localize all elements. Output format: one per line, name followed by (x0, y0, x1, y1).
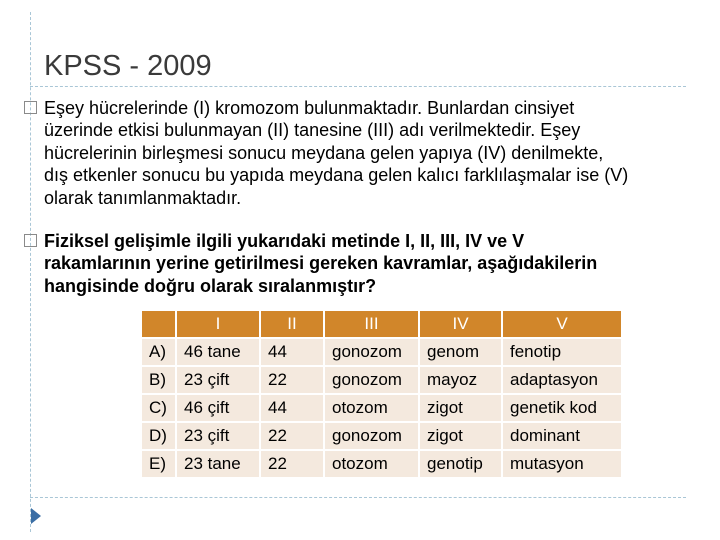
table-cell: 23 tane (177, 451, 259, 477)
table-cell: fenotip (503, 339, 621, 365)
option-letter: B) (142, 367, 175, 393)
paragraph-line: Eşey hücrelerinde (I) kromozom bulunmaktadır. Bunlardan cinsiyet (44, 98, 575, 118)
table-cell: zigot (420, 395, 501, 421)
header-cell: IV (420, 311, 501, 337)
table-cell: 22 (261, 423, 323, 449)
table-cell: zigot (420, 423, 501, 449)
table-cell: adaptasyon (503, 367, 621, 393)
header-cell: II (261, 311, 323, 337)
paragraph-line: olarak tanımlanmaktadır. (44, 187, 242, 208)
table-cell: gonozom (325, 423, 418, 449)
table-cell: 46 tane (177, 339, 259, 365)
option-letter: A) (142, 339, 175, 365)
paragraph-1 (44, 97, 704, 209)
slide-title: KPSS - 2009 (44, 50, 212, 82)
paragraph-line: Fiziksel gelişimle ilgili yukarıdaki metinde I, II, III, IV ve V (44, 231, 525, 251)
table-header-row (142, 311, 621, 337)
option-letter: E) (142, 451, 175, 477)
option-letter: C) (142, 395, 175, 421)
paragraph-line: rakamlarının yerine getirilmesi gereken kavramlar, aşağıdakilerin (44, 253, 598, 274)
title-divider (30, 86, 686, 87)
table-cell: otozom (325, 395, 418, 421)
slide-left-rule (30, 12, 31, 532)
table-cell: 22 (261, 367, 323, 393)
square-bullet-icon (24, 101, 37, 114)
table-cell: 23 çift (177, 367, 259, 393)
paragraph-line: üzerinde etkisi bulunmayan (II) tanesine (III) adı verilmektedir. Eşey (44, 120, 581, 141)
table-cell: gonozom (325, 367, 418, 393)
triangle-marker-icon (31, 508, 41, 524)
table-row (142, 339, 621, 365)
table-cell: genom (420, 339, 501, 365)
paragraph-line: dış etkenler sonucu bu yapıda meydana gelen kalıcı farklılaşmalar ise (V) (44, 165, 629, 186)
table-cell: 22 (261, 451, 323, 477)
paragraph-line: hangisinde doğru olarak sıralanmıştır? (44, 275, 377, 296)
table-cell: genetik kod (503, 395, 621, 421)
table-cell: dominant (503, 423, 621, 449)
table-row (142, 367, 621, 393)
table-cell: 44 (261, 339, 323, 365)
table-cell: mayoz (420, 367, 501, 393)
header-cell: I (177, 311, 259, 337)
table-cell: 46 çift (177, 395, 259, 421)
paragraph-2-question (44, 230, 704, 297)
table-row (142, 395, 621, 421)
answer-options-table (140, 309, 623, 479)
square-bullet-icon (24, 234, 37, 247)
header-cell: V (503, 311, 621, 337)
footer-divider (30, 497, 686, 498)
table-cell: genotip (420, 451, 501, 477)
table-row (142, 451, 621, 477)
paragraph-line: hücrelerinin birleşmesi sonucu meydana gelen yapıya (IV) denilmekte, (44, 142, 604, 163)
header-cell: III (325, 311, 418, 337)
header-cell (142, 311, 175, 337)
table-cell: 44 (261, 395, 323, 421)
table-row (142, 423, 621, 449)
table-cell: 23 çift (177, 423, 259, 449)
option-letter: D) (142, 423, 175, 449)
table-cell: otozom (325, 451, 418, 477)
table-cell: mutasyon (503, 451, 621, 477)
table-cell: gonozom (325, 339, 418, 365)
